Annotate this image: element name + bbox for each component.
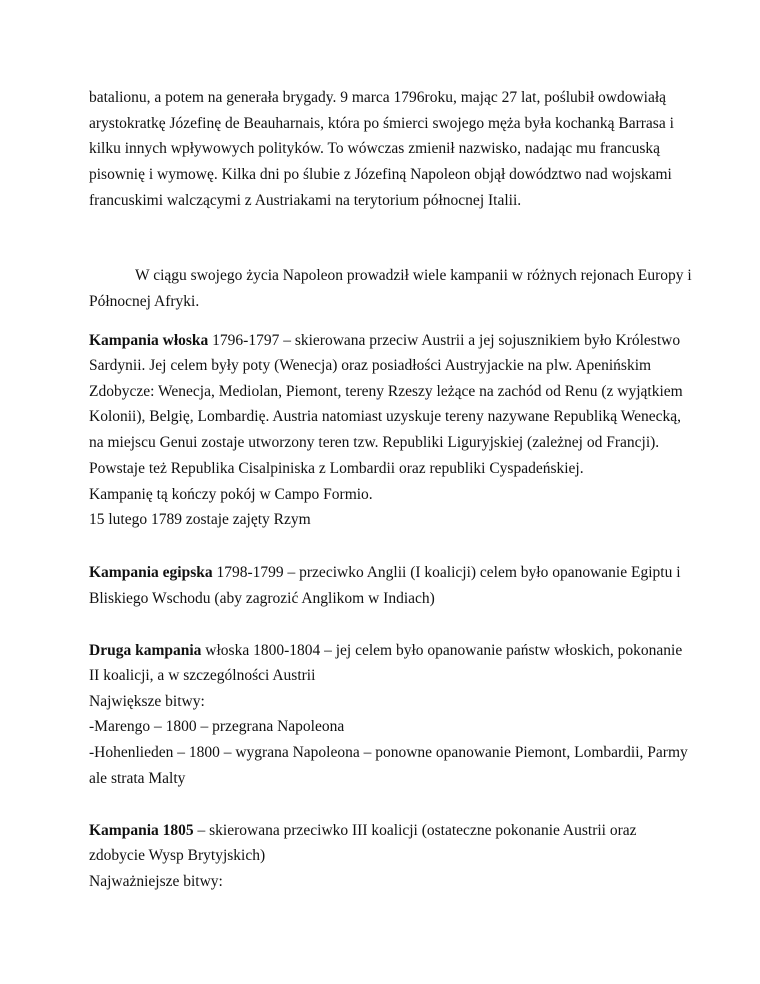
- text-line: Sardynii. Jej celem były poty (Wenecja) oraz posiadłości Austryjackie na plw. Apenińskim: [89, 357, 652, 374]
- text-line: W ciągu swojego życia Napoleon prowadził wiele kampanii w różnych rejonach Europy i: [135, 267, 692, 284]
- text-line: Kampanię tą kończy pokój w Campo Formio.: [89, 486, 373, 503]
- section-heading: Kampania włoska: [89, 332, 209, 349]
- text-line: [89, 331, 680, 351]
- text-line: Kolonii), Belgię, Lombardię. Austria natomiast uzyskuje tereny nazywane Republiką Wenecką,: [89, 408, 682, 425]
- text-line: II koalicji, a w szczególności Austrii: [89, 667, 316, 684]
- text-line: [89, 563, 681, 583]
- section-heading: Druga kampania: [89, 642, 202, 659]
- text-line: arystokratkę Józefinę de Beauharnais, która po śmierci swojego męża była kochanką Barrasa i: [89, 115, 674, 132]
- text-line: Zdobycze: Wenecja, Mediolan, Piemont, tereny Rzeszy leżące na zachód od Renu (z wyjątkiem: [89, 383, 683, 400]
- text-line: -Marengo – 1800 – przegrana Napoleona: [89, 718, 345, 735]
- text-line: batalionu, a potem na generała brygady. 9 marca 1796roku, mając 27 lat, poślubił owdowiałą: [89, 89, 667, 106]
- text-line: ale strata Malty: [89, 770, 186, 787]
- text-line: pisownię i wymowę. Kilka dni po ślubie z Józefiną Napoleon objął dowództwo nad wojskami: [89, 166, 672, 183]
- text-line: Bliskiego Wschodu (aby zagrozić Anglikom w Indiach): [89, 590, 435, 607]
- text-line: [89, 641, 682, 661]
- text-line: zdobycie Wysp Brytyjskich): [89, 847, 266, 864]
- text-run: 1798-1799 – przeciwko Anglii (I koalicji) celem było opanowanie Egiptu i: [212, 564, 681, 581]
- text-run: 1796-1797 – skierowana przeciw Austrii a jej sojusznikiem było Królestwo: [208, 332, 681, 349]
- section-heading: Kampania egipska: [89, 564, 213, 581]
- text-line: -Hohenlieden – 1800 – wygrana Napoleona – ponowne opanowanie Piemont, Lombardii, Parmy: [89, 744, 688, 761]
- text-line: na miejscu Genui zostaje utworzony teren tzw. Republiki Liguryjskiej (zależnej od Francji).: [89, 434, 660, 451]
- text-run: włoska 1800-1804 – jej celem było opanowanie państw włoskich, pokonanie: [201, 642, 683, 659]
- text-line: Północnej Afryki.: [89, 293, 200, 310]
- text-line: Powstaje też Republika Cisalpiniska z Lombardii oraz republiki Cyspadeńskiej.: [89, 460, 584, 477]
- text-line: Najważniejsze bitwy:: [89, 873, 223, 890]
- text-line: [89, 821, 637, 841]
- text-line: 15 lutego 1789 zostaje zajęty Rzym: [89, 511, 311, 528]
- text-line: francuskimi walczącymi z Austriakami na terytorium północnej Italii.: [89, 192, 522, 209]
- text-line: Największe bitwy:: [89, 693, 205, 710]
- text-run: – skierowana przeciwko III koalicji (ostateczne pokonanie Austrii oraz: [193, 822, 637, 839]
- section-heading: Kampania 1805: [89, 822, 194, 839]
- text-line: kilku innych wpływowych polityków. To wówczas zmienił nazwisko, nadając mu francuską: [89, 140, 660, 157]
